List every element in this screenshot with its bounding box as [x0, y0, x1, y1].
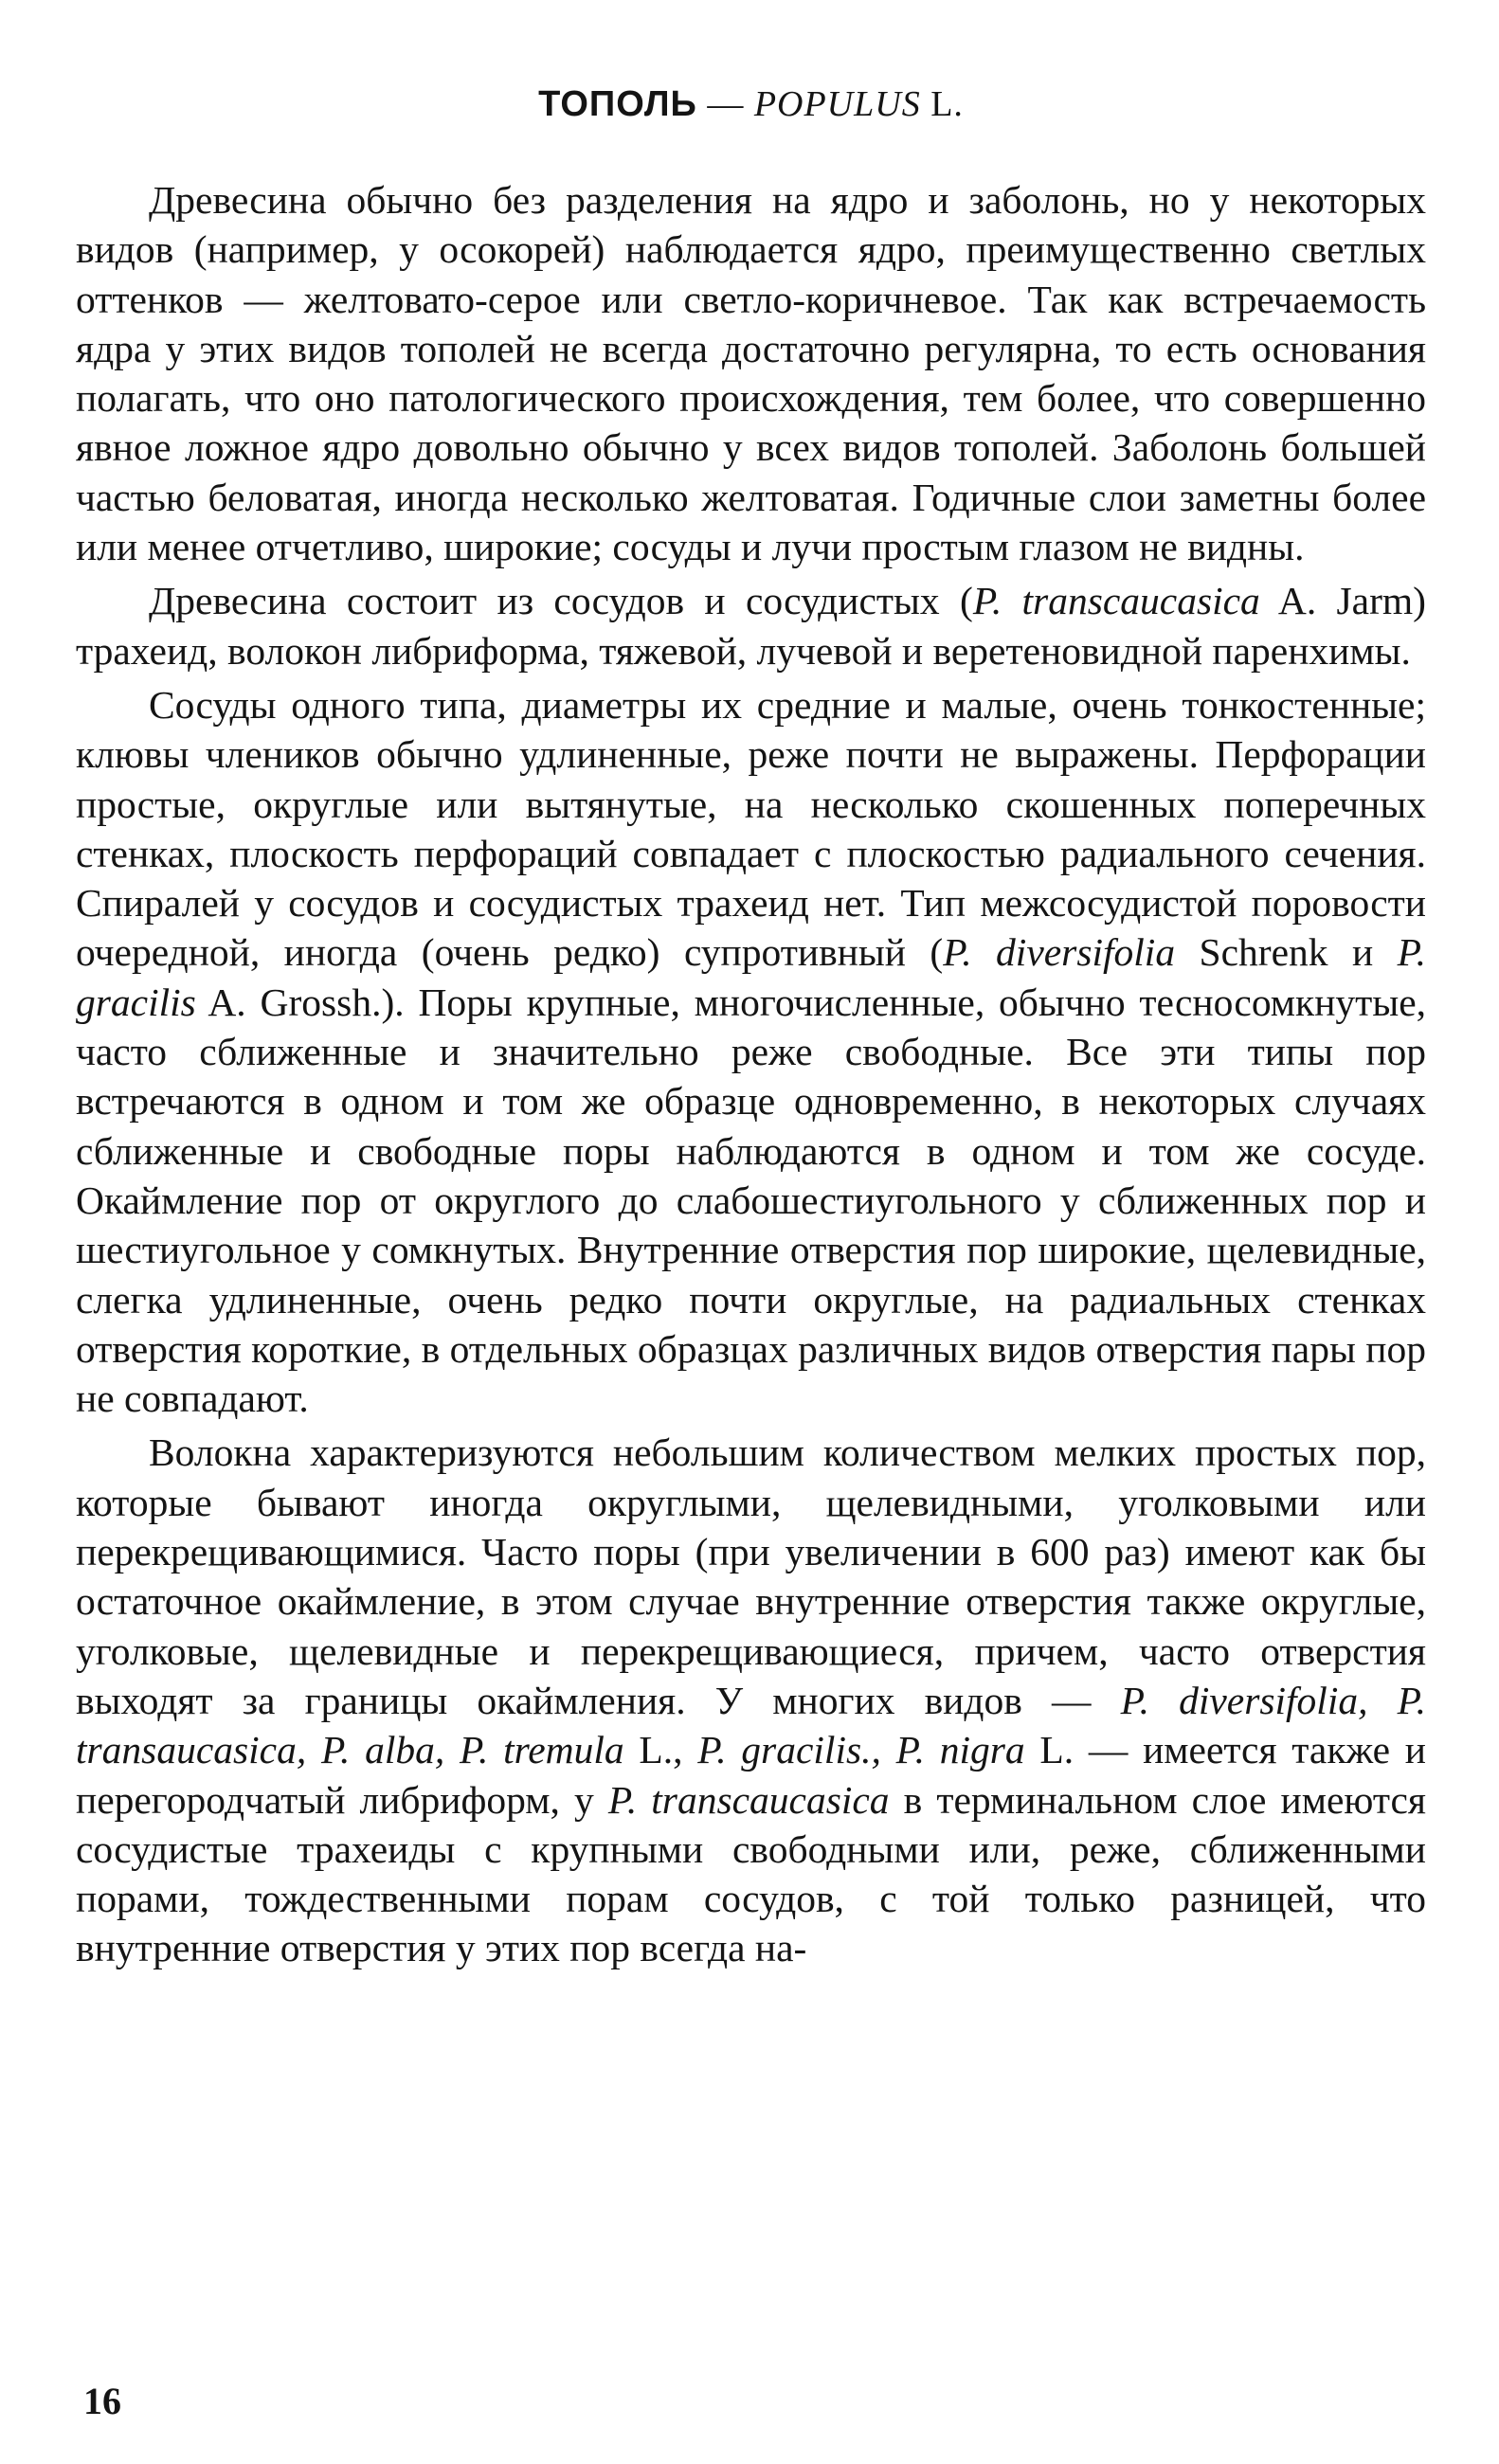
paragraph-heartwood: Древесина обычно без разделения на ядро и заболонь, но у некоторых видов (например, у осокорей) наблюдается ядро, преимущественно светлых оттенков — желтовато-серое или светло-коричневое. Так как встречаемость ядра у этих видов тополей не всегда достаточно регулярна, то есть основания полагать, что оно патологического происхождения, тем более, что совершенно явное ложное ядро довольно обычно у всех видов тополей. Заболонь большей частью беловатая, иногда несколько желтоватая. Годичные слои заметны более или менее отчетливо, широкие; сосуды и лучи простым глазом не видны.	[76, 178, 1426, 569]
book-page	[76, 57, 1426, 2425]
heading-latin-title: POPULUS	[753, 84, 921, 124]
heading-dash: —	[707, 84, 745, 124]
paragraph-composition: Древесина состоит из сосудов и сосудистых (P. transcaucasica A. Jarm) трахеид, волокон либриформа, тяжевой, лучевой и веретеновидной паренхимы.	[76, 579, 1427, 673]
heading-author: L.	[930, 84, 964, 124]
paragraph-fibers: Волокна характеризуются небольшим количеством мелких простых пор, которые бывают иногда округлыми, щелевидными, уголковыми или перекрещивающимися. Часто поры (при увеличении в 600 раз) имеют как бы остаточное окаймление, в этом случае внутренние отверстия также округлые, уголковые, щелевидные и перекрещивающиеся, причем, часто отверстия выходят за границы окаймления. У многих видов — P. diversifolia, P. transaucasica, P. alba, P. tremula L., P. gracilis., P. nigra L. — имеется также и перегородчатый либриформ, у P. transcaucasica в терминальном слое имеются сосудистые трахеиды с крупными свободными или, реже, сближенными порами, тождественными порам сосудов, с той только разницей, что внутренние отверстия у этих пор всегда на-	[76, 1430, 1426, 1970]
page-heading	[76, 81, 1426, 128]
paragraph-vessels: Сосуды одного типа, диаметры их средние и малые, очень тонкостенные; клювы члеников обычно удлиненные, реже почти не выражены. Перфорации простые, округлые или вытянутые, на несколько скошенных поперечных стенках, плоскость перфораций совпадает с плоскостью радиального сечения. Спиралей у сосудов и сосудистых трахеид нет. Тип межсосудистой поровости очередной, иногда (очень редко) супротивный (P. diversifolia Schrenk и P. gracilis A. Grossh.). Поры крупные, многочисленные, обычно тесносомкнутые, часто сближенные и значительно реже свободные. Все эти типы пор встречаются в одном и том же образце одновременно, в некоторых случаях сближенные и свободные поры наблюдаются в одном и том же сосуде. Окаймление пор от округлого до слабошестиугольного у сближенных пор и шестиугольное у сомкнутых. Внутренние отверстия пор широкие, щелевидные, слегка удлиненные, очень редко почти округлые, на радиальных стенках отверстия короткие, в отдельных образцах различных видов отверстия пары пор не совпадают.	[76, 682, 1426, 1421]
page-number: 16	[83, 2380, 121, 2422]
heading-russian-title: ТОПОЛЬ	[538, 84, 697, 124]
